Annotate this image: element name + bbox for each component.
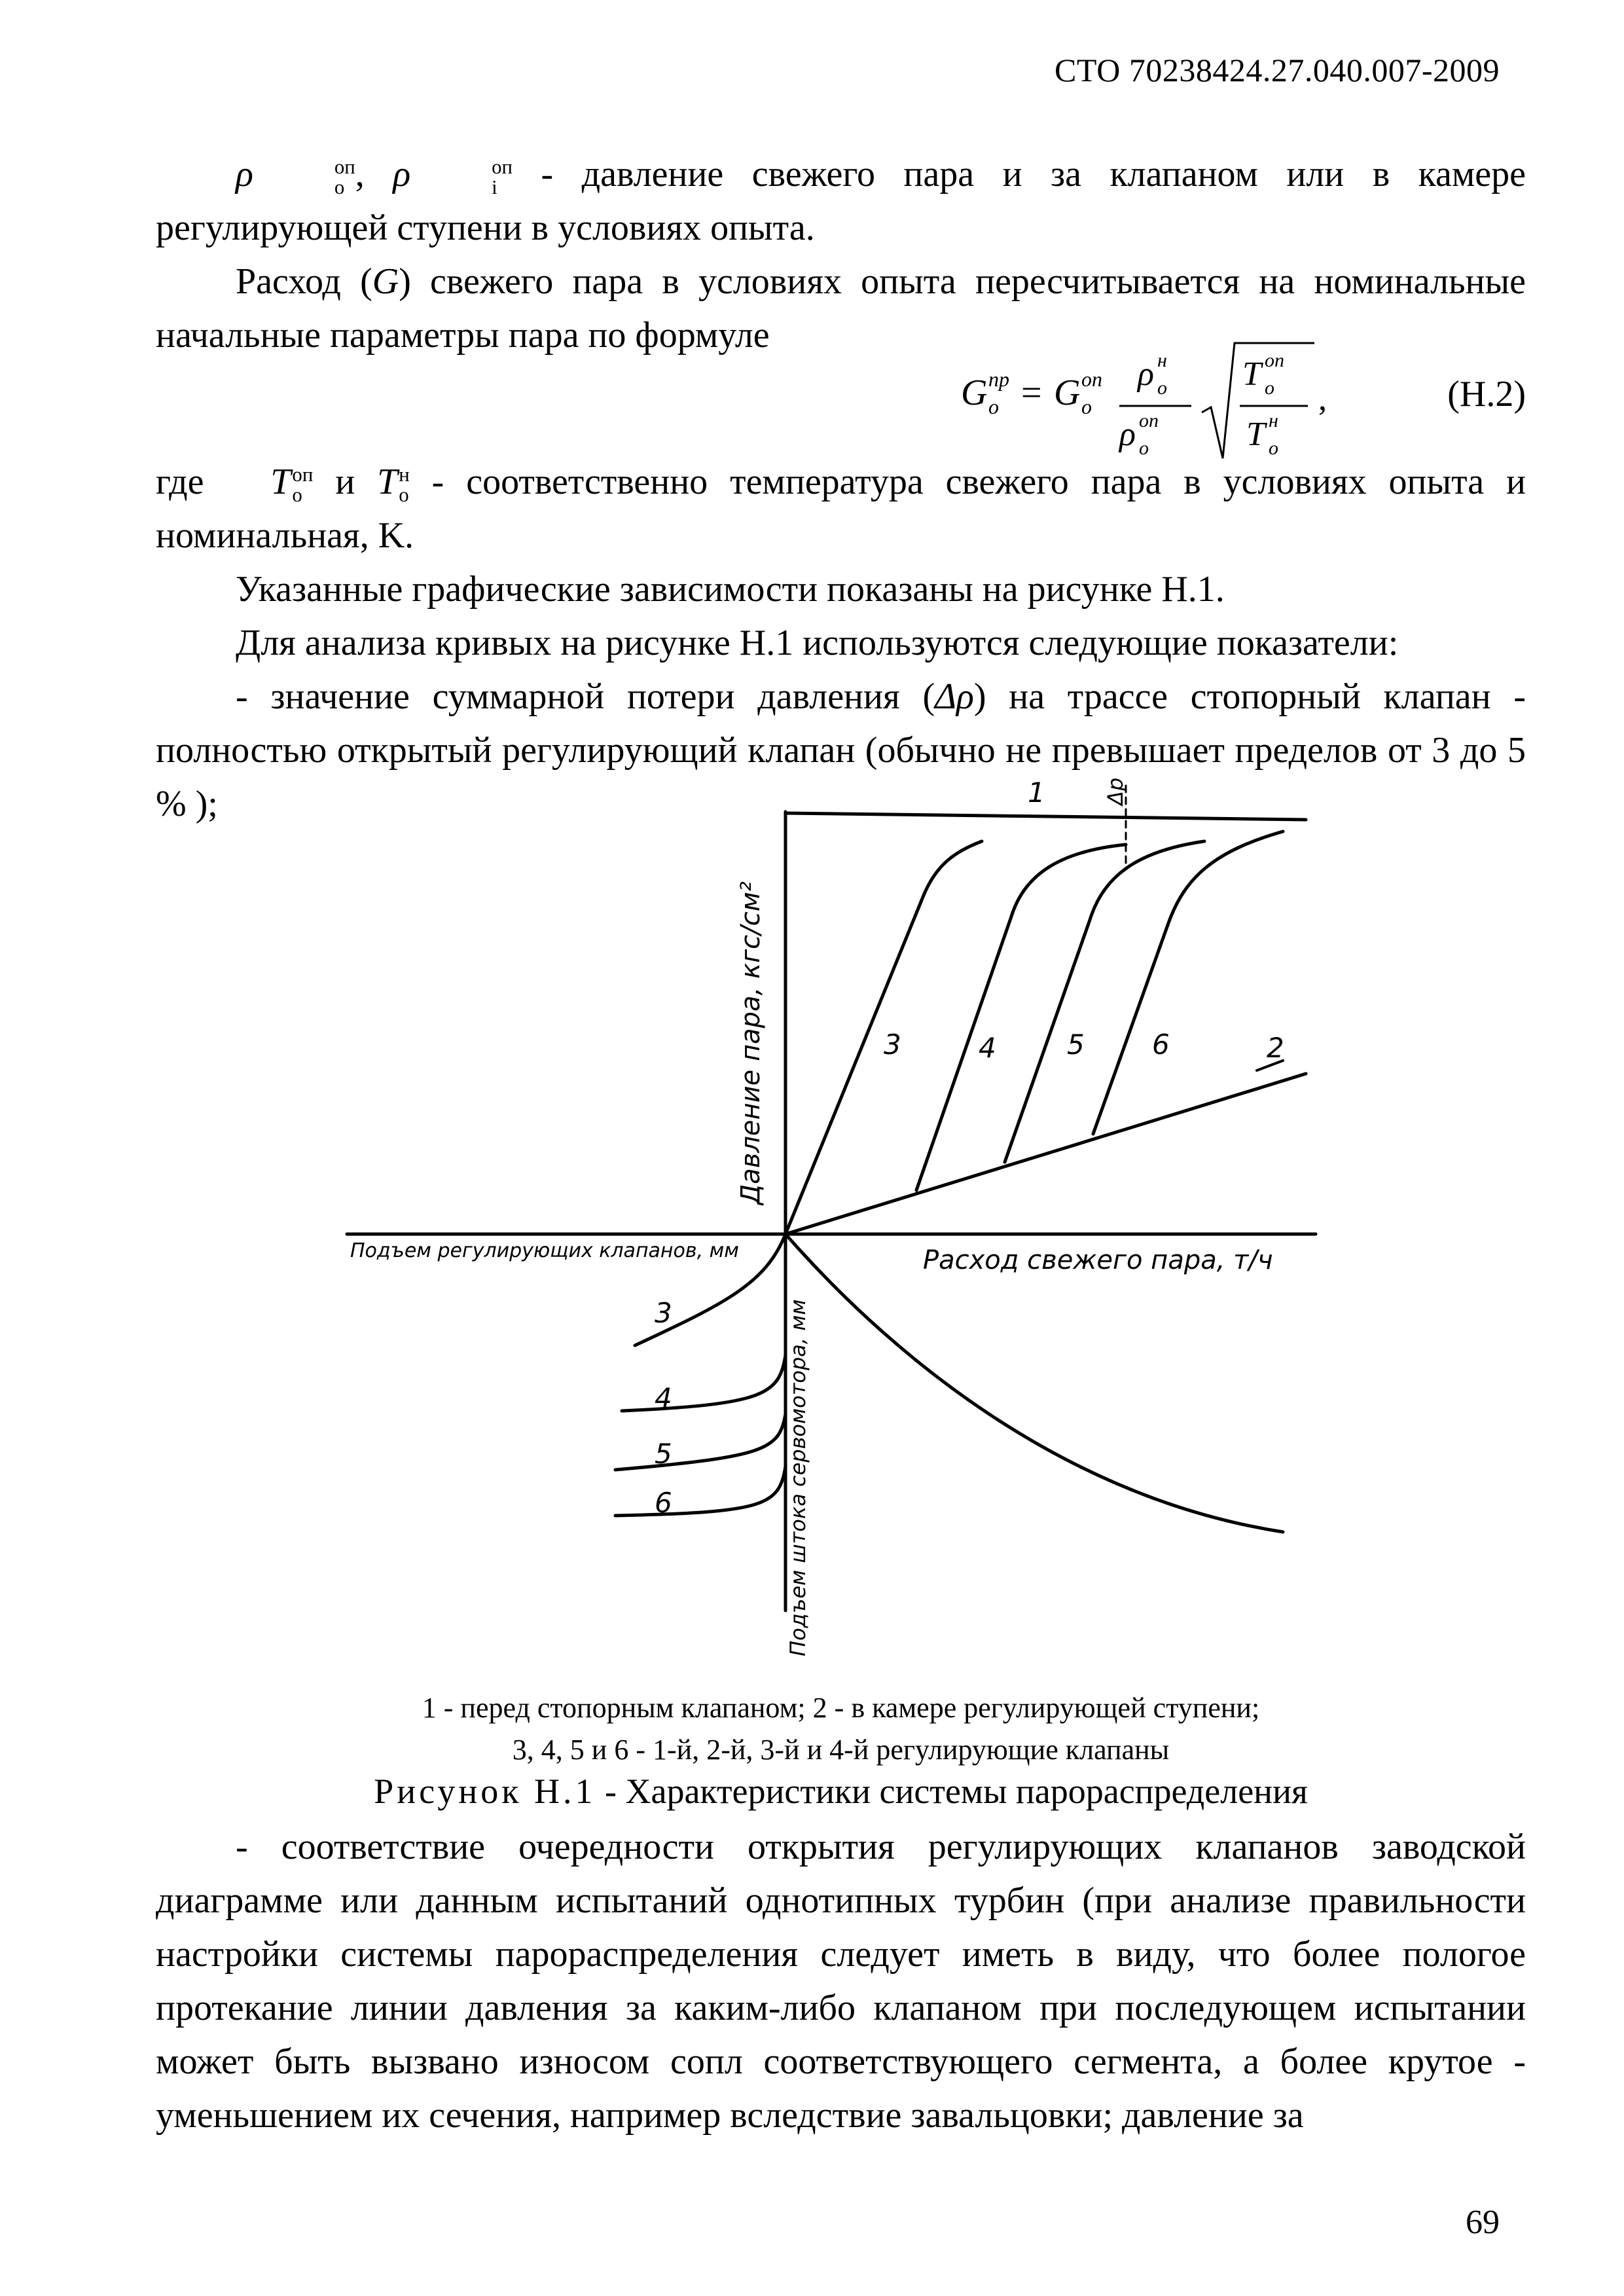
- text-fragment: - значение суммарной потери давления (: [236, 676, 935, 717]
- text-fragment: ) на трассе стопорный клапан - полностью открытый регулирующий клапан (обычно не превышает пределов от 3 до 5 % );: [156, 676, 1526, 824]
- text-fragment: Расход (: [236, 261, 372, 302]
- lower-label-6: 6: [655, 1487, 672, 1519]
- sub-o-t-2: о: [399, 484, 409, 507]
- page-number: 69: [1466, 2204, 1500, 2241]
- bottom-text-block: [156, 1820, 1526, 2142]
- paragraph-text: - давление свежего пара и за клапаном или в камере регулирующей ступени в условиях опыта.: [156, 154, 1526, 248]
- valve-characteristics-diagram: [340, 759, 1322, 1709]
- text-fragment: - соответственно температура свежего пара в условиях опыта и номинальная, K.: [156, 462, 1526, 556]
- lower-label-4: 4: [655, 1382, 672, 1414]
- delta-rho-symbol: Δρ: [935, 676, 974, 717]
- sub-i: i: [492, 176, 497, 199]
- x-axis-left-label: Подъем регулирующих клапанов, мм: [350, 1239, 739, 1262]
- formula-comma: ,: [1318, 380, 1327, 418]
- lower-label-5: 5: [655, 1438, 672, 1470]
- y-axis-label: Давление пара, кгс/см²: [736, 881, 766, 1205]
- sup-op-2: оп: [492, 156, 513, 179]
- formula-g-right: G: [1054, 373, 1081, 413]
- lower-label-3: 3: [655, 1297, 672, 1329]
- lower-curve-5: [615, 1414, 785, 1470]
- formula-sup-n-2: н: [1269, 410, 1278, 431]
- formula-h2-row: [156, 334, 1526, 465]
- formula-sup-pr: пр: [988, 367, 1009, 391]
- formula-rho-den: ρ: [1119, 416, 1136, 453]
- formula-h2: [948, 334, 1471, 465]
- x-axis-right-label: Расход свежего пара, т/ч: [923, 1245, 1273, 1275]
- sub-o: о: [334, 176, 345, 199]
- figure-legend-line-1: 1 - перед стопорным клапаном; 2 - в камере регулирующей ступени;: [422, 1692, 1260, 1724]
- formula-sup-op-2: оп: [1139, 410, 1159, 431]
- curve-1-line: [785, 813, 1306, 820]
- sup-op: оп: [334, 156, 355, 179]
- paragraph-indicators-intro: Для анализа кривых на рисунке Н.1 используются следующие показатели:: [236, 623, 1399, 663]
- paragraph-valve-sequence: - соответствие очередности открытия регулирующих клапанов заводской диаграмме или данным испытаний однотипных турбин (при анализе правильности настройки системы парораспределения следует иметь в виду, что более пологое протекание линии давления за каким-либо клапаном при последующем испытании может быть вызвано износом сопл соответствующего сегмента, а более крутое - уменьшением их сечения, например вследствие завальцовки; давление за: [156, 1827, 1526, 2136]
- curve-label-4: 4: [979, 1032, 996, 1064]
- curve-label-6: 6: [1152, 1029, 1170, 1061]
- rho-indices-2: [412, 157, 513, 198]
- sup-n-t: н: [399, 464, 410, 486]
- formula-sub-o-3: о: [1157, 377, 1167, 399]
- formula-sub-o: о: [988, 395, 999, 418]
- figure-title-text: - Характеристики системы парораспределения: [596, 1772, 1308, 1811]
- sub-o-t: о: [292, 484, 302, 507]
- intro-text-block: [156, 147, 1526, 362]
- t-symbol: T: [270, 462, 291, 502]
- figure-h1: [340, 759, 1322, 1709]
- paragraph-figure-reference: Указанные графические зависимости показаны на рисунке Н.1.: [236, 569, 1225, 610]
- delta-p-label: Δр: [1103, 777, 1128, 805]
- curve-label-5: 5: [1067, 1029, 1085, 1061]
- formula-t-num: T: [1242, 355, 1261, 393]
- curve-label-3: 3: [884, 1029, 901, 1061]
- lower-curve-6: [615, 1467, 785, 1516]
- paragraph-pressure-definition: ρ оп о , ρ оп i - давление свежего пара и за клапаном или в камере регулирующей ступени в условиях опыта.: [156, 154, 1526, 248]
- formula-sup-op-3: оп: [1265, 350, 1284, 371]
- curve-label-2: 2: [1267, 1032, 1284, 1064]
- g-symbol: G: [372, 261, 399, 302]
- formula-rho-num: ρ: [1138, 355, 1154, 393]
- lower-curve-4: [622, 1355, 785, 1411]
- formula-number: (Н.2): [1447, 374, 1526, 414]
- rho-symbol-2: ρ: [393, 154, 411, 194]
- y-axis-down-label: Подъем штока сервомотора, мм: [785, 1299, 810, 1656]
- rho-symbol: ρ: [236, 154, 253, 194]
- formula-sub-o-2: о: [1081, 395, 1092, 418]
- rho-indices: [255, 157, 355, 198]
- formula-g-left: G: [961, 373, 988, 413]
- curve-label-1: 1: [1028, 776, 1045, 809]
- paragraph-temperature-definition: [156, 455, 1526, 562]
- formula-equals: =: [1021, 373, 1042, 413]
- figure-title-label: Рисунок Н.1: [374, 1772, 596, 1811]
- servo-stroke-flow-curve: [785, 1234, 1283, 1532]
- formula-sub-o-6: о: [1269, 437, 1278, 459]
- text-fragment: и: [335, 462, 355, 502]
- t-indices-2: [399, 465, 409, 505]
- sup-op-t: оп: [292, 464, 314, 486]
- text-fragment: ) свежего пара в условиях опыта пересчитывается на номинальные начальные параметры пара по формуле: [156, 261, 1526, 355]
- figure-title: [156, 1771, 1526, 1812]
- figure-legend-line-2: 3, 4, 5 и 6 - 1-й, 2-й, 3-й и 4-й регулирующие клапаны: [512, 1734, 1170, 1766]
- formula-sub-o-4: о: [1139, 437, 1149, 459]
- text-fragment: где: [156, 462, 204, 502]
- formula-t-den: T: [1246, 416, 1265, 453]
- t-indices: [292, 465, 313, 505]
- formula-sup-n: н: [1157, 350, 1167, 371]
- formula-graphic: [948, 334, 1471, 465]
- t-symbol-2: T: [377, 462, 398, 502]
- formula-sup-op: оп: [1081, 367, 1102, 391]
- document-code-header: СТО 70238424.27.040.007-2009: [1055, 52, 1500, 88]
- formula-sub-o-5: о: [1265, 377, 1274, 399]
- curve-2-line: [785, 1074, 1306, 1234]
